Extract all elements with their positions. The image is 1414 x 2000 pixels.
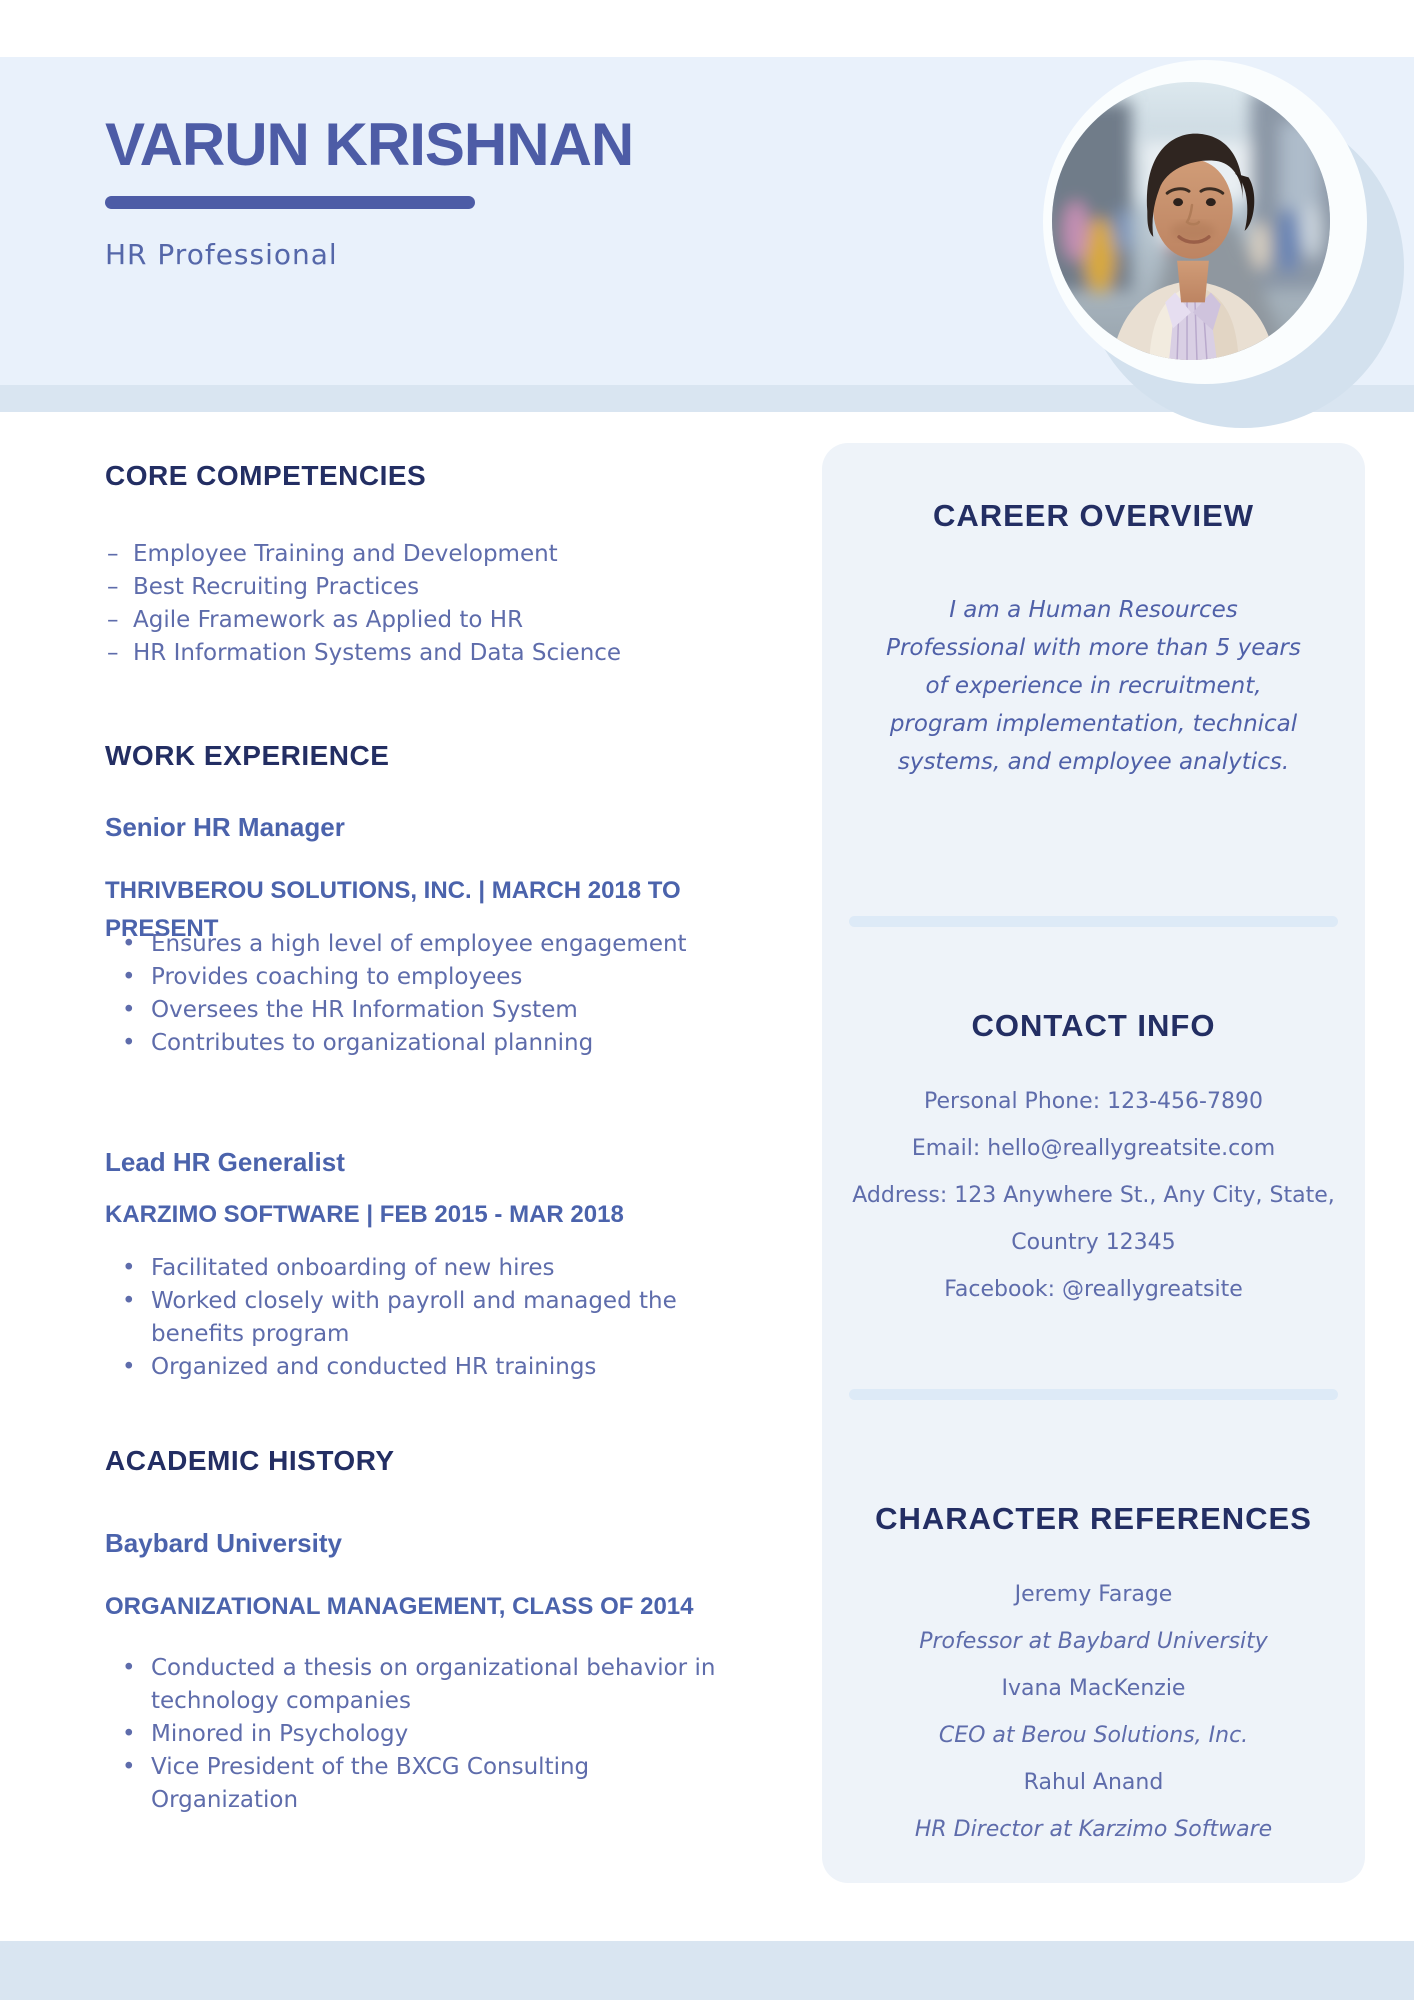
reference-name: Rahul Anand [1023,1770,1164,1795]
competency-item: – Employee Training and Development [105,538,725,571]
job-bullet: • Provides coaching to employees [105,961,725,994]
name-underline [105,196,475,209]
contact-email: Email: hello@reallygreatsite.com [911,1136,1276,1161]
section-divider [849,916,1338,927]
career-overview-heading: CAREER OVERVIEW [932,498,1255,533]
job-company-line: THRIVBEROU SOLUTIONS, INC. | MARCH 2018 TO PRESENT [105,877,681,942]
core-competencies-list [105,538,725,670]
character-references-list [849,1571,1339,1853]
core-competencies-heading: CORE COMPETENCIES [105,460,427,491]
academic-bullet: • Minored in Psychology [105,1718,725,1751]
sidebar-card [822,443,1365,1883]
profile-photo [1052,82,1330,360]
contact-info-heading: CONTACT INFO [971,1008,1216,1043]
competency-item: – HR Information Systems and Data Science [105,637,725,670]
job-bullet: • Oversees the HR Information System [105,994,725,1027]
job-bullet: • Organized and conducted HR trainings [105,1351,725,1384]
job-bullet: • Facilitated onboarding of new hires [105,1252,725,1285]
portrait-illustration [1052,82,1330,360]
job-bullets [105,1252,725,1384]
program-line: ORGANIZATIONAL MANAGEMENT, CLASS OF 2014 [105,1593,694,1620]
academic-history-heading: ACADEMIC HISTORY [105,1445,395,1476]
reference-name: Jeremy Farage [1014,1582,1173,1607]
character-references-heading: CHARACTER REFERENCES [875,1501,1312,1536]
reference-role: Professor at Baybard University [919,1629,1268,1654]
section-divider [849,1389,1338,1400]
contact-address: Address: 123 Anywhere St., Any City, State, Country 12345 [852,1183,1335,1255]
contact-info-lines [849,1078,1339,1313]
person-title: HR Professional [105,238,338,271]
reference-role: CEO at Berou Solutions, Inc. [938,1723,1249,1748]
academic-bullet: • Vice President of the BXCG Consulting Organization [105,1751,725,1817]
footer-band [0,1941,1414,2000]
job-title: Lead HR Generalist [105,1147,345,1177]
person-name: VARUN KRISHNAN [105,111,634,178]
job-title: Senior HR Manager [105,812,345,842]
competency-item: – Best Recruiting Practices [105,571,725,604]
contact-phone: Personal Phone: 123-456-7890 [924,1089,1263,1114]
job-bullet: • Contributes to organizational planning [105,1027,725,1060]
reference-role: HR Director at Karzimo Software [914,1817,1273,1842]
academic-bullet: • Conducted a thesis on organizational behavior in technology companies [105,1652,725,1718]
contact-facebook: Facebook: @reallygreatsite [944,1277,1243,1302]
job-bullet: • Worked closely with payroll and managed the benefits program [105,1285,725,1351]
job-bullets [105,928,725,1060]
academic-bullets [105,1652,725,1817]
work-experience-heading: WORK EXPERIENCE [105,740,390,771]
competency-item: – Agile Framework as Applied to HR [105,604,725,637]
career-overview-text: I am a Human Resources Professional with more than 5 years of experience in recruitment, program implementation, technical systems, and employee analytics. [886,597,1301,775]
reference-name: Ivana MacKenzie [1001,1676,1186,1701]
job-bullet: • Ensures a high level of employee engagement [105,928,725,961]
school-name: Baybard University [105,1528,342,1558]
job-company-line: KARZIMO SOFTWARE | FEB 2015 - MAR 2018 [105,1201,624,1228]
